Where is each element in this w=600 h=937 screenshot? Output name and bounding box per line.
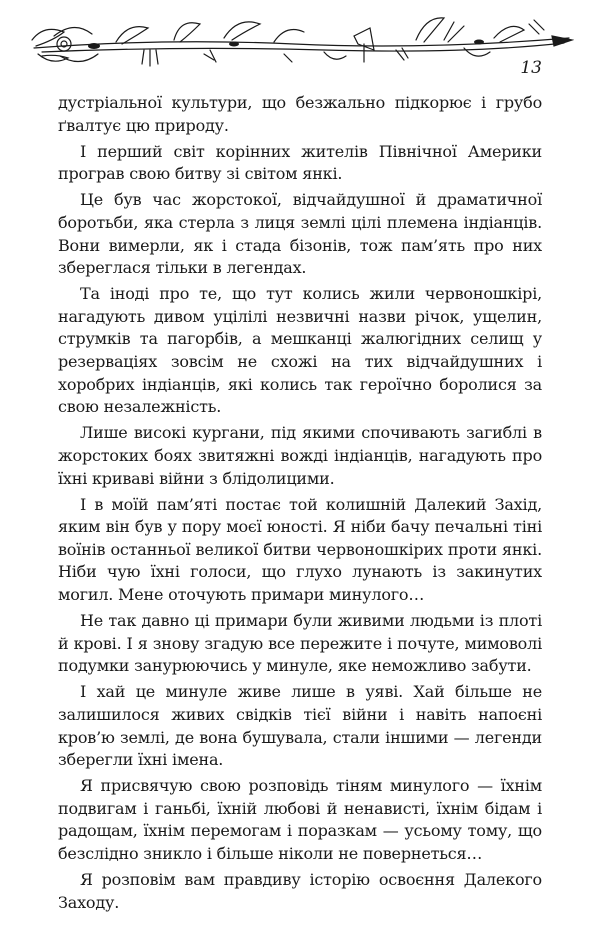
paragraph: Не так давно ці примари були живими людьми із плоті й крові. І я знову згадую все пережите і почуте, мимоволі подумки занурюючись у минуле, яке неможливо забути. <box>58 611 542 676</box>
text-body <box>58 92 542 918</box>
header-ornament <box>24 10 574 70</box>
paragraph: І перший світ корінних жителів Північної Америки програв свою битву зі світом янкі. <box>58 141 542 184</box>
paragraph: Я присвячую свою розповідь тіням минулого — їхнім подвигам і ганьбі, їхній любові й ненависті, їхнім бідам і радощам, їхнім перемогам і поразкам — усьому тому, що безслідно зникло і більше ніколи не повернеться… <box>58 776 542 863</box>
paragraph: Я розповім вам правдиву історію освоєння Далекого Заходу. <box>58 870 542 912</box>
paragraph: Та іноді про те, що тут колись жили червоношкірі, нагадують дивом уцілілі незвичні назви річок, ущелин, струмків та пагорбів, а мешканці жалюгідних селищ у резерваціях зовсім не схожі на тих відчайдушних і хоробрих індіанців, які колись так героїчно боролися за свою незалежність. <box>58 284 542 417</box>
paragraph: Лише високі кургани, під якими спочивають загиблі в жорстоких боях звитяжні вожді індіанців, нагадують про їхні криваві війни з блідолицими. <box>58 423 542 488</box>
page-number: 13 <box>520 58 542 78</box>
paragraph: І в моїй пам’яті постає той колишній Далекий Захід, яким він був у пору моєї юності. Я ніби бачу печальні тіні воїнів останньої великої битви червоношкірих проти янкі. Ніби чую їхні голоси, що глухо лунають із закинутих могил. Мене оточують примари минулого… <box>58 494 542 604</box>
paragraph: Це був час жорстокої, відчайдушної й драматичної боротьби, яка стерла з лиця землі цілі племена індіанців. Вони вимерли, як і стада бізонів, тож пам’ять про них збереглася тільки в легендах. <box>58 190 542 278</box>
paragraph: І хай це минуле живе лише в уяві. Хай більше не залишилося живих свідків тієї війни і навіть напоєні кров’ю землі, де вона бушувала, стали іншими — легенди зберегли їхні імена. <box>58 682 542 770</box>
paragraph: дустріальної культури, що безжально підкорює і грубо ґвалтує цю природу. <box>58 93 542 135</box>
